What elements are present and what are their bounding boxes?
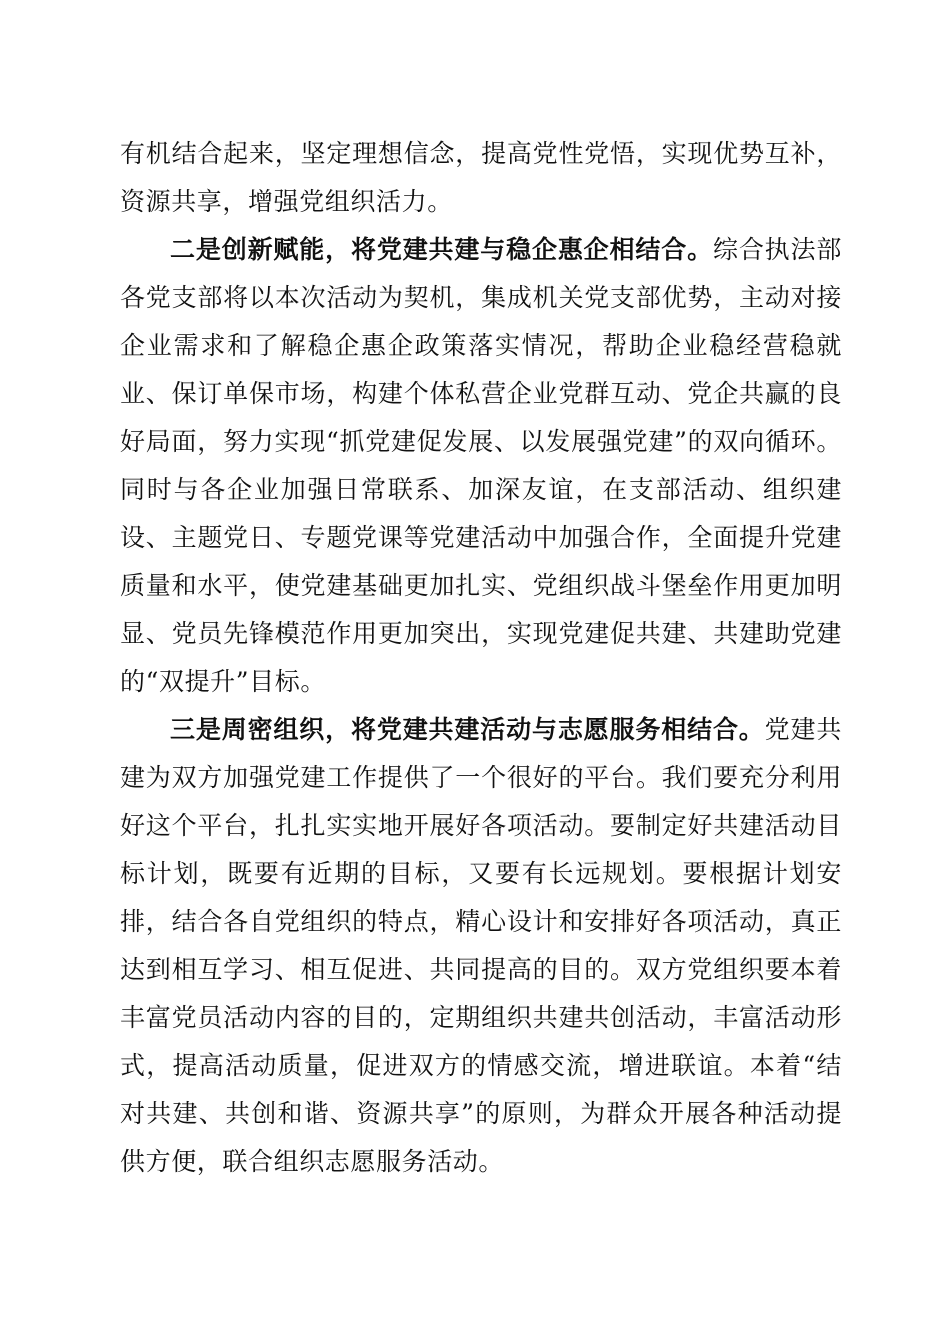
- paragraph-text: 综合执法部各党支部将以本次活动为契机，集成机关党支部优势，主动对接企业需求和了解稳企惠企政策落实情况，帮助企业稳经营稳就业、保订单保市场，构建个体私营企业党群互动、党企共赢的良好局面，努力实现“抓党建促发展、以发展强党建”的双向循环。同时与各企业加强日常联系、加深友谊，在支部活动、组织建设、主题党日、专题党课等党建活动中加强合作，全面提升党建质量和水平，使党建基础更加扎实、党组织战斗堡垒作用更加明显、党员先锋模范作用更加突出，实现党建促共建、共建助党建的“双提升”目标。: [120, 235, 842, 696]
- paragraph-text: 有机结合起来，坚定理想信念，提高党性党悟，实现优势互补，资源共享，增强党组织活力。: [120, 139, 842, 216]
- paragraph-innovation-empowerment: [120, 226, 842, 706]
- paragraph-continuation: [120, 130, 842, 226]
- paragraph-lead-heading: 二是创新赋能，将党建共建与稳企惠企相结合。: [170, 235, 713, 264]
- paragraph-careful-organization: [120, 706, 842, 1186]
- paragraph-text: 党建共建为双方加强党建工作提供了一个很好的平台。我们要充分利用好这个平台，扎扎实实地开展好各项活动。要制定好共建活动目标计划，既要有近期的目标，又要有长远规划。要根据计划安排，结合各自党组织的特点，精心设计和安排好各项活动，真正达到相互学习、相互促进、共同提高的目的。双方党组织要本着丰富党员活动内容的目的，定期组织共建共创活动，丰富活动形式，提高活动质量，促进双方的情感交流，增进联谊。本着“结对共建、共创和谐、资源共享”的原则，为群众开展各种活动提供方便，联合组织志愿服务活动。: [120, 715, 842, 1176]
- paragraph-lead-heading: 三是周密组织，将党建共建活动与志愿服务相结合。: [170, 715, 765, 744]
- document-body: [120, 130, 842, 1186]
